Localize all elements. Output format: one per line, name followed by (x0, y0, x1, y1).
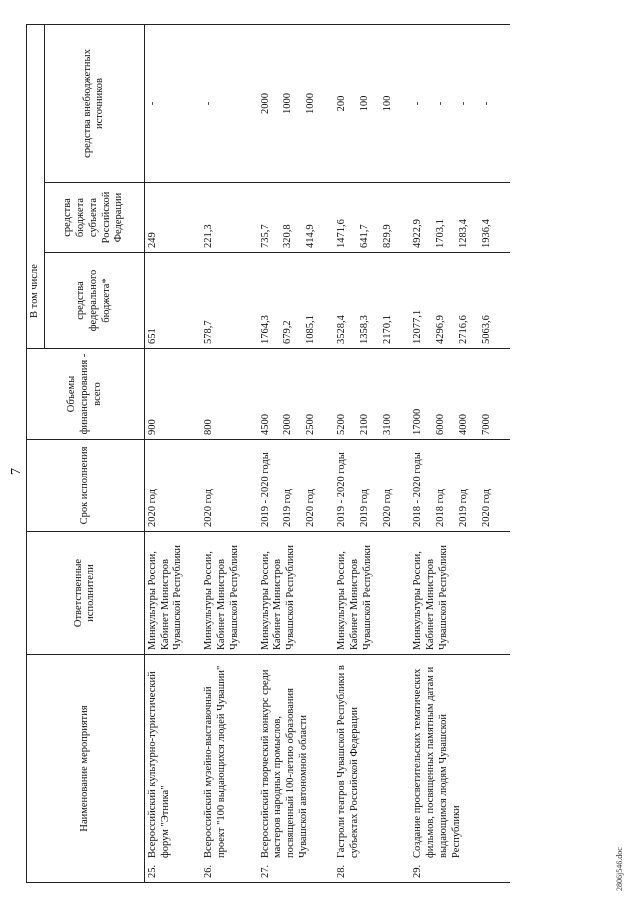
header-name: Наименование мероприятия (27, 655, 145, 883)
spacer-cell (496, 532, 510, 655)
executors-cell: Минкультуры России, Кабинет Министров Чувашской Республики (334, 532, 396, 655)
measure-name-cell (144, 655, 187, 883)
row-spacer (244, 24, 258, 882)
table-row (410, 24, 427, 882)
spacer-cell (187, 440, 201, 532)
spacer-cell (244, 532, 258, 655)
extra-cell: 200 (334, 24, 351, 182)
spacer-cell (496, 253, 510, 349)
spacer-cell (187, 532, 201, 655)
executors-cell: Минкультуры России, Кабинет Министров Чувашской Республики (410, 532, 495, 655)
subject-cell: 320,8 (274, 183, 297, 253)
total-cell: 7000 (473, 349, 496, 440)
spacer-cell (244, 183, 258, 253)
header-executors: Ответственные исполнители (27, 532, 145, 655)
table-row (144, 24, 187, 882)
term-cell: 2020 год (201, 440, 243, 532)
spacer-cell (396, 532, 410, 655)
extra-cell: - (410, 24, 427, 182)
spacer-cell (496, 349, 510, 440)
row-spacer (320, 24, 334, 882)
spacer-cell (187, 253, 201, 349)
federal-cell: 3528,4 (334, 253, 351, 349)
term-cell: 2019 - 2020 годы (258, 440, 275, 532)
spacer-cell (244, 253, 258, 349)
measure-name: Всероссийский творческий конкурс среди мастеров народных промыслов, посвященный 100-летию образования Чувашской автономной области (259, 669, 309, 858)
federal-cell: 679,2 (274, 253, 297, 349)
spacer-cell (396, 349, 410, 440)
subject-cell: 735,7 (258, 183, 275, 253)
spacer-cell (496, 440, 510, 532)
subject-cell: 414,9 (297, 183, 320, 253)
spacer-cell (496, 655, 510, 883)
total-cell: 17000 (410, 349, 427, 440)
extra-cell: - (450, 24, 473, 182)
extra-cell: 1000 (274, 24, 297, 182)
header-extra: средства внебюджетных источников (44, 24, 144, 182)
row-number: 25. (146, 864, 158, 878)
measure-name-cell (410, 655, 495, 883)
spacer-cell (396, 24, 410, 182)
federal-cell: 4296,9 (427, 253, 450, 349)
row-spacer (396, 24, 410, 882)
total-cell: 2500 (297, 349, 320, 440)
total-cell: 800 (201, 349, 243, 440)
measure-name: Создание просветительских тематических фильмов, посвященных памятным датам и выдающимся людям Чувашской Республики (412, 666, 462, 858)
total-cell: 6000 (427, 349, 450, 440)
spacer-cell (496, 183, 510, 253)
spacer-cell (396, 440, 410, 532)
subject-cell: 829,9 (374, 183, 397, 253)
row-number: 29. (412, 864, 424, 878)
total-cell: 2100 (351, 349, 374, 440)
extra-cell: 100 (374, 24, 397, 182)
header-volume: Объемы финансирования - всего (27, 349, 145, 440)
subject-cell: 1283,4 (450, 183, 473, 253)
spacer-cell (320, 532, 334, 655)
federal-cell: 2716,6 (450, 253, 473, 349)
federal-cell: 1358,3 (351, 253, 374, 349)
table-row (201, 24, 243, 882)
total-cell: 3100 (374, 349, 397, 440)
executors-cell: Минкультуры России, Кабинет Министров Чувашской Республики (144, 532, 187, 655)
spacer-cell (320, 183, 334, 253)
total-cell: 900 (144, 349, 187, 440)
footer-filename: 2806j546.doc (615, 847, 624, 891)
spacer-cell (396, 655, 410, 883)
measure-name: Всероссийский музейно-выставочный проект "100 выдающихся людей Чувашии" (203, 665, 227, 858)
spacer-cell (320, 24, 334, 182)
header-term: Срок исполнения (27, 440, 145, 532)
term-cell: 2018 - 2020 годы (410, 440, 427, 532)
measure-name-cell (258, 655, 320, 883)
subject-cell: 641,7 (351, 183, 374, 253)
spacer-cell (496, 24, 510, 182)
subject-cell: 4922,9 (410, 183, 427, 253)
term-cell: 2019 год (274, 440, 297, 532)
extra-cell: 2000 (258, 24, 275, 182)
table-body (144, 24, 509, 882)
spacer-cell (244, 655, 258, 883)
spacer-cell (244, 24, 258, 182)
spacer-cell (320, 253, 334, 349)
spacer-cell (244, 440, 258, 532)
extra-cell: 100 (351, 24, 374, 182)
spacer-cell (244, 349, 258, 440)
spacer-cell (320, 440, 334, 532)
term-cell: 2020 год (473, 440, 496, 532)
header-incl: В том числе (27, 24, 45, 348)
row-number: 27. (259, 864, 271, 878)
term-cell: 2019 - 2020 годы (334, 440, 351, 532)
total-cell: 4000 (450, 349, 473, 440)
header-subject: средства бюджета субъекта Российской Федерации (44, 183, 144, 253)
term-cell: 2020 год (374, 440, 397, 532)
spacer-cell (187, 24, 201, 182)
extra-cell: - (473, 24, 496, 182)
spacer-cell (396, 183, 410, 253)
federal-cell: 651 (144, 253, 187, 349)
federal-cell: 1764,3 (258, 253, 275, 349)
executors-cell: Минкультуры России, Кабинет Министров Чувашской Республики (201, 532, 243, 655)
federal-cell: 2170,1 (374, 253, 397, 349)
spacer-cell (187, 349, 201, 440)
row-spacer (496, 24, 510, 882)
extra-cell: - (427, 24, 450, 182)
federal-cell: 5063,6 (473, 253, 496, 349)
subject-cell: 249 (144, 183, 187, 253)
federal-cell: 1085,1 (297, 253, 320, 349)
total-cell: 5200 (334, 349, 351, 440)
total-cell: 2000 (274, 349, 297, 440)
subject-cell: 221,3 (201, 183, 243, 253)
total-cell: 4500 (258, 349, 275, 440)
row-spacer (187, 24, 201, 882)
measure-name: Всероссийский культурно-туристический форум "Этника" (146, 671, 171, 858)
term-cell: 2020 год (297, 440, 320, 532)
measure-name-cell (334, 655, 396, 883)
term-cell: 2018 год (427, 440, 450, 532)
federal-cell: 578,7 (201, 253, 243, 349)
spacer-cell (320, 349, 334, 440)
extra-cell: 1000 (297, 24, 320, 182)
extra-cell: - (144, 24, 187, 182)
measure-name: Гастроли театров Чувашской Республики в субъектах Российской Федерации (335, 665, 360, 858)
row-number: 28. (335, 864, 347, 878)
extra-cell: - (201, 24, 243, 182)
spacer-cell (187, 183, 201, 253)
header-federal: средства федерального бюджета* (44, 253, 144, 349)
term-cell: 2019 год (450, 440, 473, 532)
row-number: 26. (203, 864, 215, 878)
executors-cell: Минкультуры России, Кабинет Министров Чувашской Республики (258, 532, 320, 655)
subject-cell: 1936,4 (473, 183, 496, 253)
table-row (334, 24, 351, 882)
term-cell: 2020 год (144, 440, 187, 532)
measures-table (26, 24, 510, 883)
spacer-cell (320, 655, 334, 883)
federal-cell: 12077,1 (410, 253, 427, 349)
term-cell: 2019 год (351, 440, 374, 532)
subject-cell: 1471,6 (334, 183, 351, 253)
measure-name-cell (201, 655, 243, 883)
spacer-cell (396, 253, 410, 349)
subject-cell: 1703,1 (427, 183, 450, 253)
page-number: 7 (9, 468, 24, 475)
spacer-cell (187, 655, 201, 883)
table-row (258, 24, 275, 882)
